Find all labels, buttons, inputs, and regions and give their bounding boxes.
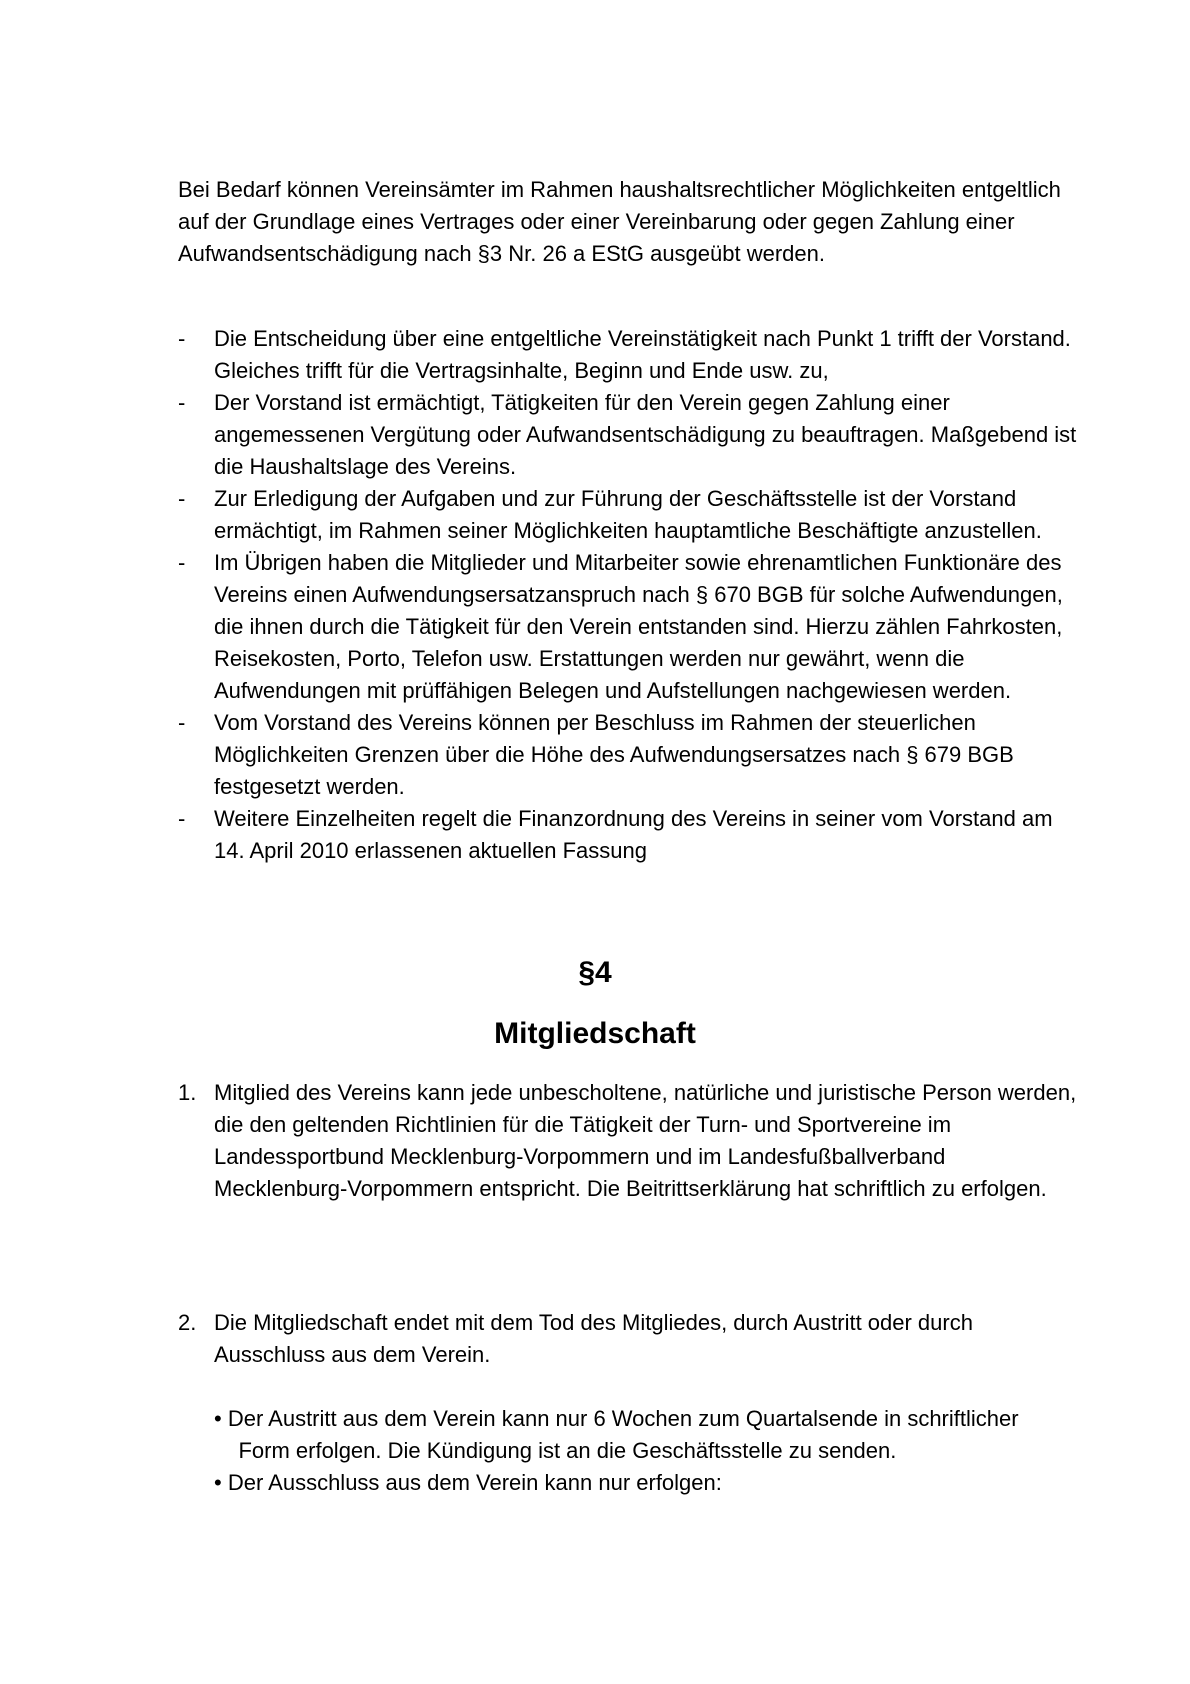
bullet-text-b: Form erfolgen. Die Kündigung ist an die Geschäftsstelle zu senden. [238,1438,897,1463]
bullet-list [214,1403,1078,1499]
dash-marker: - [178,326,186,351]
dash-marker: - [178,390,186,415]
list-item [178,387,1078,483]
intro-paragraph: Bei Bedarf können Vereinsämter im Rahmen haushaltsrechtlicher Möglichkeiten entgeltlich auf der Grundlage eines Vertrages oder einer Vereinbarung oder gegen Zahlung einer Aufwandsentschädigung nach §3 Nr. 26 a EStG ausgeübt werden. [178,177,1061,266]
list-item-text: Vom Vorstand des Vereins können per Beschluss im Rahmen der steuerlichen Möglichkeiten Grenzen über die Höhe des Aufwendungsersatzes nach § 679 BGB festgesetzt werden. [214,710,1014,799]
dash-marker: - [178,486,186,511]
list-item [178,803,1078,867]
dash-marker: - [178,710,186,735]
list-item [178,483,1078,547]
numbered-item [178,1077,1078,1205]
list-item-text: Zur Erledigung der Aufgaben und zur Führung der Geschäftsstelle ist der Vorstand ermächtigt, im Rahmen seiner Möglichkeiten hauptamtliche Beschäftigte anzustellen. [214,486,1042,543]
list-item-text: Im Übrigen haben die Mitglieder und Mitarbeiter sowie ehrenamtlichen Funktionäre des Vereins einen Aufwendungsersatzanspruch nach § 670 BGB für solche Aufwendungen, die ihnen durch die Tätigkeit für den Verein entstanden sind. Hierzu zählen Fahrkosten, Reisekosten, Porto, Telefon usw. Erstattungen werden nur gewährt, wenn die Aufwendungen mit prüffähigen Belegen und Aufstellungen nachgewiesen werden. [214,550,1063,703]
list-item-text: Weitere Einzelheiten regelt die Finanzordnung des Vereins in seiner vom Vorstand am 14. April 2010 erlassenen aktuellen Fassung [214,806,1053,863]
item-number: 2. [178,1310,197,1335]
list-item-text: Der Vorstand ist ermächtigt, Tätigkeiten für den Verein gegen Zahlung einer angemessenen Vergütung oder Aufwandsentschädigung zu beauftragen. Maßgebend ist die Haushaltslage des Vereins. [214,390,1077,479]
item-text: Mitglied des Vereins kann jede unbescholtene, natürliche und juristische Person werden, die den geltenden Richtlinien für die Tätigkeit der Turn- und Sportvereine im Landessportbund Mecklenburg-Vorpommern und im Landesfußballverband Mecklenburg-Vorpommern entspricht. Die Beitrittserklärung hat schriftlich zu erfolgen. [214,1080,1077,1201]
list-item [178,707,1078,803]
section-title: Mitgliedschaft [494,1017,696,1050]
dash-marker: - [178,550,186,575]
section-number: §4 [578,956,612,989]
list-item-text: Die Entscheidung über eine entgeltliche Vereinstätigkeit nach Punkt 1 trifft der Vorstand. Gleiches trifft für die Vertragsinhalte, Beginn und Ende usw. zu, [214,326,1071,383]
numbered-item [178,1307,1078,1499]
bullet-item: • Der Ausschluss aus dem Verein kann nur erfolgen: [214,1470,722,1495]
bullet-text-a: • Der Austritt aus dem Verein kann nur 6 Wochen zum Quartalsende in schriftlicher [214,1406,1019,1431]
item-number: 1. [178,1080,197,1105]
dash-marker: - [178,806,186,831]
list-item [178,547,1078,707]
bullet-item [214,1403,1078,1467]
dash-list [178,323,1078,867]
item-text: Die Mitgliedschaft endet mit dem Tod des Mitgliedes, durch Austritt oder durch Ausschluss aus dem Verein. [214,1310,973,1367]
list-item [178,323,1078,387]
